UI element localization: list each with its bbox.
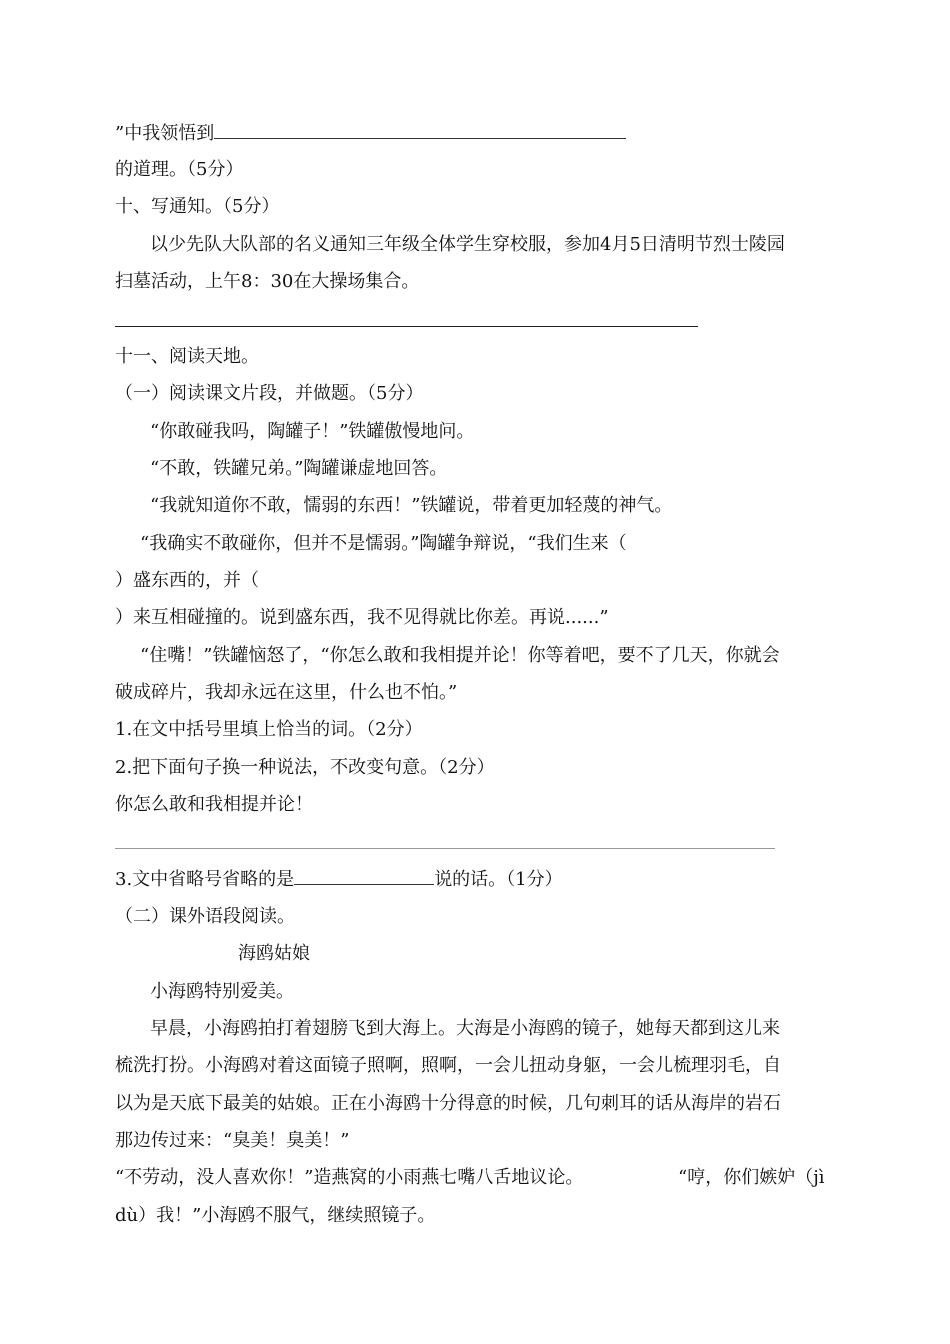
text-line: 的道理。（5分） xyxy=(115,159,244,180)
subsection-heading: （二）课外语段阅读。 xyxy=(115,906,295,927)
paragraph-line: 那边传过来：“臭美！臭美！” xyxy=(115,1130,350,1151)
paragraph-line xyxy=(115,1166,583,1190)
paragraph-line: “住嘴！”铁罐恼怒了，“你怎么敢和我相提并论！你等着吧，要不了几天，你就会 xyxy=(140,645,780,666)
line-text: 3.文中省略号省略的是 xyxy=(115,869,295,890)
answer-line[interactable] xyxy=(115,326,698,327)
paragraph-line: ）盛东西的，并（ xyxy=(115,570,259,591)
section-heading: 十一、阅读天地。 xyxy=(115,346,259,367)
paragraph-line: “你敢碰我吗，陶罐子！”铁罐傲慢地问。 xyxy=(150,421,475,442)
paragraph-line: 早晨，小海鸥拍打着翅膀飞到大海上。大海是小海鸥的镜子，她每天都到这儿来 xyxy=(150,1018,780,1039)
question-3 xyxy=(115,868,563,892)
line-text: ”中我领悟到 xyxy=(115,123,215,144)
paragraph-line: 以少先队大队部的名义通知三年级全体学生穿校服，参加4月5日清明节烈士陵园 xyxy=(150,234,785,255)
paragraph-line: “不敢，铁罐兄弟。”陶罐谦虚地回答。 xyxy=(150,458,448,479)
question-1: 1.在文中括号里填上恰当的词。（2分） xyxy=(115,719,423,740)
line-text: “不劳动，没人喜欢你！”造燕窝的小雨燕七嘴八舌地议论。 xyxy=(115,1167,584,1188)
paragraph-line: 以为是天底下最美的姑娘。正在小海鸥十分得意的时候，几句刺耳的话从海岸的岩石 xyxy=(115,1093,781,1114)
question-2: 2.把下面句子换一种说法，不改变句意。（2分） xyxy=(115,757,495,778)
paragraph-line: dù）我！”小海鸥不服气，继续照镜子。 xyxy=(115,1205,436,1226)
line-text: 说的话。（1分） xyxy=(434,869,563,890)
paragraph-line: “我确实不敢碰你，但并不是懦弱。”陶罐争辩说，“我们生来（ xyxy=(140,533,627,554)
paragraph-line: 梳洗打扮。小海鸥对着这面镜子照啊，照啊，一会儿扭动身躯，一会儿梳理羽毛，自 xyxy=(115,1055,781,1076)
passage-title: 海鸥姑娘 xyxy=(238,943,310,964)
paragraph-line: “我就知道你不敢，懦弱的东西！”铁罐说，带着更加轻蔑的神气。 xyxy=(150,495,673,516)
answer-blank[interactable] xyxy=(294,868,434,885)
paragraph-line: “哼，你们嫉妒（jì xyxy=(678,1167,825,1188)
text-line xyxy=(115,122,626,146)
paragraph-line: 破成碎片，我却永远在这里，什么也不怕。” xyxy=(115,682,458,703)
answer-line[interactable] xyxy=(115,848,775,849)
paragraph-line: ）来互相碰撞的。说到盛东西，我不见得就比你差。再说......” xyxy=(115,607,609,628)
answer-blank[interactable] xyxy=(214,122,626,139)
paragraph-line: 扫墓活动，上午8：30在大操场集合。 xyxy=(115,271,420,292)
section-heading: 十、写通知。（5分） xyxy=(115,196,280,217)
question-sentence: 你怎么敢和我相提并论！ xyxy=(115,794,313,815)
subsection-heading: （一）阅读课文片段，并做题。（5分） xyxy=(115,383,424,404)
paragraph-line: 小海鸥特别爱美。 xyxy=(150,981,294,1002)
